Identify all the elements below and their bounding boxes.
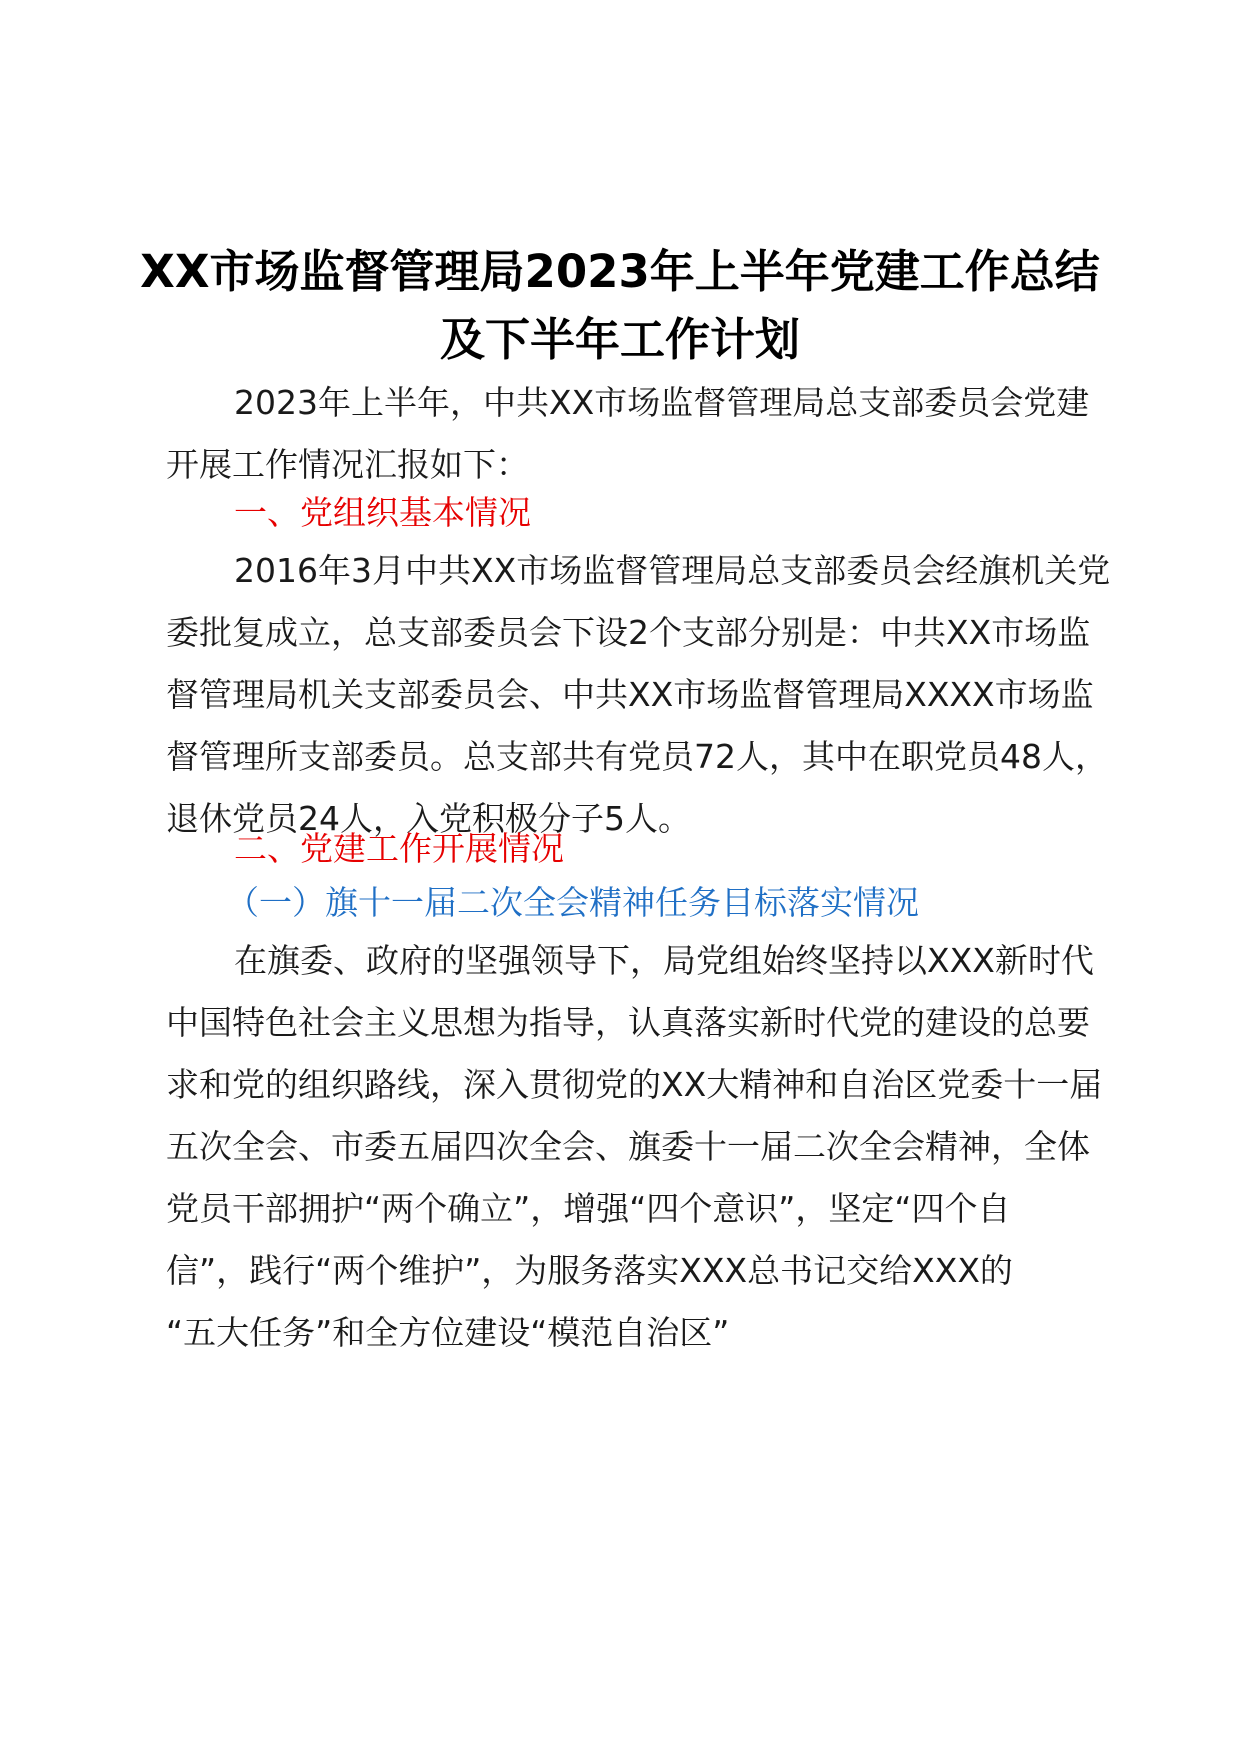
section1-line-4: 督管理所支部委员。总支部共有党员72人，其中在职党员48人， bbox=[166, 737, 1108, 776]
subsection1-line-7: “五大任务”和全方位建设“模范自治区” bbox=[166, 1313, 730, 1352]
subsection1-line-1: 在旗委、政府的坚强领导下，局党组始终坚持以XXX新时代 bbox=[234, 941, 1094, 980]
intro-line-2: 开展工作情况汇报如下： bbox=[166, 445, 529, 484]
section1-paragraph bbox=[166, 540, 1112, 850]
section1-line-5: 退休党员24人，入党积极分子5人。 bbox=[166, 799, 691, 838]
section1-line-2: 委批复成立，总支部委员会下设2个支部分别是：中共XX市场监 bbox=[166, 613, 1091, 652]
intro-line-1: 2023年上半年，中共XX市场监督管理局总支部委员会党建 bbox=[234, 383, 1090, 422]
subsection1-line-3: 求和党的组织路线，深入贯彻党的XX大精神和自治区党委十一届 bbox=[166, 1065, 1103, 1104]
section-heading-1: 一、党组织基本情况 bbox=[234, 493, 531, 532]
title-line-2: 及下半年工作计划 bbox=[439, 313, 800, 366]
title-line-1: XX市场监督管理局2023年上半年党建工作总结 bbox=[140, 245, 1100, 298]
document-title bbox=[120, 238, 1120, 374]
section1-line-3: 督管理局机关支部委员会、中共XX市场监督管理局XXXX市场监 bbox=[166, 675, 1094, 714]
subsection1-line-6: 信”，践行“两个维护”，为服务落实XXX总书记交给XXX的 bbox=[166, 1251, 1013, 1290]
subsection1-line-5: 党员干部拥护“两个确立”，增强“四个意识”，坚定“四个自 bbox=[166, 1189, 1011, 1228]
section-heading-2: 二、党建工作开展情况 bbox=[234, 829, 564, 868]
subsection1-line-2: 中国特色社会主义思想为指导，认真落实新时代党的建设的总要 bbox=[166, 1003, 1090, 1042]
subsection1-line-4: 五次全会、市委五届四次全会、旗委十一届二次全会精神，全体 bbox=[166, 1127, 1090, 1166]
section1-line-1: 2016年3月中共XX市场监督管理局总支部委员会经旗机关党 bbox=[234, 551, 1111, 590]
subsection1-paragraph bbox=[166, 930, 1112, 1364]
intro-paragraph bbox=[166, 372, 1112, 496]
subsection-heading-1: （一）旗十一届二次全会精神任务目标落实情况 bbox=[226, 883, 919, 922]
